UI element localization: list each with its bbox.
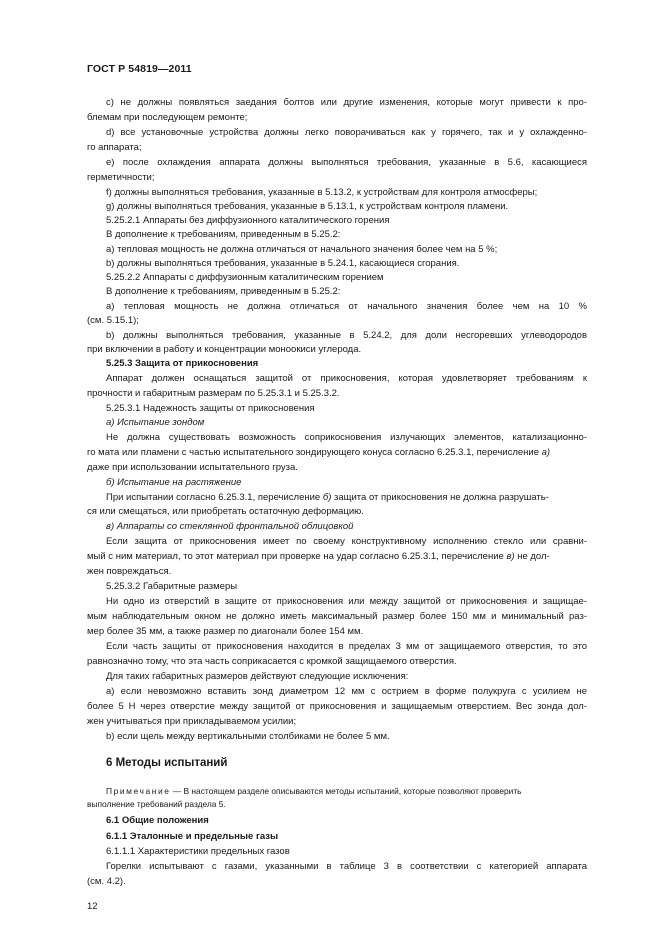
subsection-heading: 5.25.2.2 Аппараты с диффузионным каталитическим горением — [106, 272, 384, 283]
section-heading: 5.25.3 Защита от прикосновения — [106, 358, 259, 369]
text-line: c) не должны появляться заедания болтов или другие изменения, которые могут привести к про- — [106, 97, 587, 108]
page-number: 12 — [87, 901, 98, 912]
text-run: защита от прикосновения не должна разрушать- — [331, 492, 549, 503]
subsection-heading: 6.1.1.1 Характеристики предельных газов — [106, 846, 290, 857]
text-run-italic: б) — [322, 492, 332, 503]
text-line: b) должны выполняться требования, указанные в 5.24.1, касающиеся сгорания. — [106, 258, 460, 269]
text-line: (см. 4.2). — [87, 876, 126, 887]
list-heading: в) Аппараты со стеклянной фронтальной облицовкой — [106, 521, 354, 532]
subsection-heading: 5.25.3.1 Надежность защиты от прикосновения — [106, 403, 315, 414]
text-line: Аппарат должен оснащаться защитой от прикосновения, которая удовлетворяет требованиям к — [106, 373, 587, 384]
text-line: прочности и габаритным размерам по 5.25.3.1 и 5.25.3.2. — [87, 388, 340, 399]
subsection-heading: 5.25.3.2 Габаритные размеры — [106, 581, 238, 592]
text-line: го аппарата; — [87, 142, 142, 153]
text-run: не дол- — [514, 551, 550, 562]
text-run: го мата или пламени с частью испытательного зондирующего конуса согласно 6.25.3.1, перечисление — [87, 447, 542, 458]
text-line: даже при использовании испытательного груза. — [87, 462, 298, 473]
subsection-heading: 5.25.2.1 Аппараты без диффузионного каталитического горения — [106, 215, 390, 226]
text-line — [87, 552, 550, 562]
section-heading: 6.1.1 Эталонные и предельные газы — [106, 831, 279, 842]
text-line: Не должна существовать возможность соприкосновения излучающих элементов, катализационно- — [106, 432, 587, 443]
text-line: Горелки испытывают с газами, указанными в таблице 3 в соответствии с категорией аппарата — [106, 861, 587, 872]
text-line: a) тепловая мощность не должна отличаться от начального значения более чем на 5 %; — [106, 244, 498, 255]
text-line: блемам при последующем ремонте; — [87, 112, 248, 123]
note-line — [106, 787, 522, 795]
text-line: b) если щель между вертикальными столбиками не более 5 мм. — [106, 731, 390, 742]
text-line: В дополнение к требованиям, приведенным в 5.25.2: — [106, 229, 341, 240]
text-run: мый с ним материал, то этот материал при проверке на удар согласно 6.25.3.1, перечисление — [87, 551, 507, 562]
text-line: равнозначно тому, что эта часть соприкасается с кромкой защищаемого отверстия. — [87, 656, 457, 667]
text-line — [106, 493, 549, 503]
document-code-header: ГОСТ Р 54819—2011 — [87, 63, 192, 75]
text-line: В дополнение к требованиям, приведенным в 5.25.2: — [106, 286, 341, 297]
note-label: Примечание — [106, 786, 171, 796]
text-line: Для таких габаритных размеров действуют следующие исключения: — [106, 671, 409, 682]
text-line: (см. 5.15.1); — [87, 315, 139, 326]
text-line: Ни одно из отверстий в защите от прикосновения или между защитой от прикосновения и защищае- — [106, 596, 587, 607]
text-line: Если часть защиты от прикосновения находится в пределах 3 мм от защищаемого отверстия, то это — [106, 641, 587, 652]
text-run: При испытании согласно 6.25.3.1, перечисление — [106, 492, 323, 503]
text-line: жен учитываться при прикладываемом усилии; — [87, 716, 297, 727]
section-6-heading: 6 Методы испытаний — [106, 757, 228, 769]
note-text: — В настоящем разделе описываются методы испытаний, которые позволяют проверить — [170, 786, 522, 796]
text-line: мым наблюдательным окном не должно иметь максимальный размер более 150 мм и минимальный раз- — [87, 611, 587, 622]
text-line: ся или смещаться, или приобретать остаточную деформацию. — [87, 506, 364, 517]
text-line: Если защита от прикосновения имеет по своему конструктивному исполнению стекло или сравни- — [106, 536, 587, 547]
text-run-italic: в) — [506, 551, 515, 562]
text-line: e) после охлаждения аппарата должны выполняться требования, указанные в 5.6, касающиеся — [106, 157, 587, 168]
text-line: при включении в работу и концентрации моноокиси углерода. — [87, 344, 362, 355]
text-line: более 5 Н через отверстие между защитой от прикосновения и защищаемым отверстием. Вес зонда дол- — [87, 701, 587, 712]
note-line: выполнение требований раздела 5. — [87, 799, 226, 809]
list-heading: а) Испытание зондом — [106, 417, 205, 428]
section-heading: 6.1 Общие положения — [106, 815, 209, 826]
text-line: f) должны выполняться требования, указанные в 5.13.2, к устройствам для контроля атмосферы; — [106, 187, 538, 198]
text-line: b) должны выполняться требования, указанные в 5.24.2, для доли несгоревших углеводородов — [106, 330, 587, 341]
text-line: жен повреждаться. — [87, 566, 172, 577]
text-line: мер более 35 мм, а также размер по диагонали более 154 мм. — [87, 626, 364, 637]
text-line: герметичности; — [87, 172, 155, 183]
text-line: a) тепловая мощность не должна отличаться от начального значения более чем на 10 % — [106, 301, 587, 312]
text-line: d) все установочные устройства должны легко поворачиваться как у горячего, так и у охлажденно- — [106, 127, 587, 138]
list-heading: б) Испытание на растяжение — [106, 477, 242, 488]
text-line — [87, 448, 550, 458]
text-line: a) если невозможно вставить зонд диаметром 12 мм с острием в форме полукруга с усилием не — [106, 686, 587, 697]
text-line: g) должны выполняться требования, указанные в 5.13.1, к устройствам контроля пламени. — [106, 201, 509, 212]
text-run-italic: а) — [541, 447, 551, 458]
